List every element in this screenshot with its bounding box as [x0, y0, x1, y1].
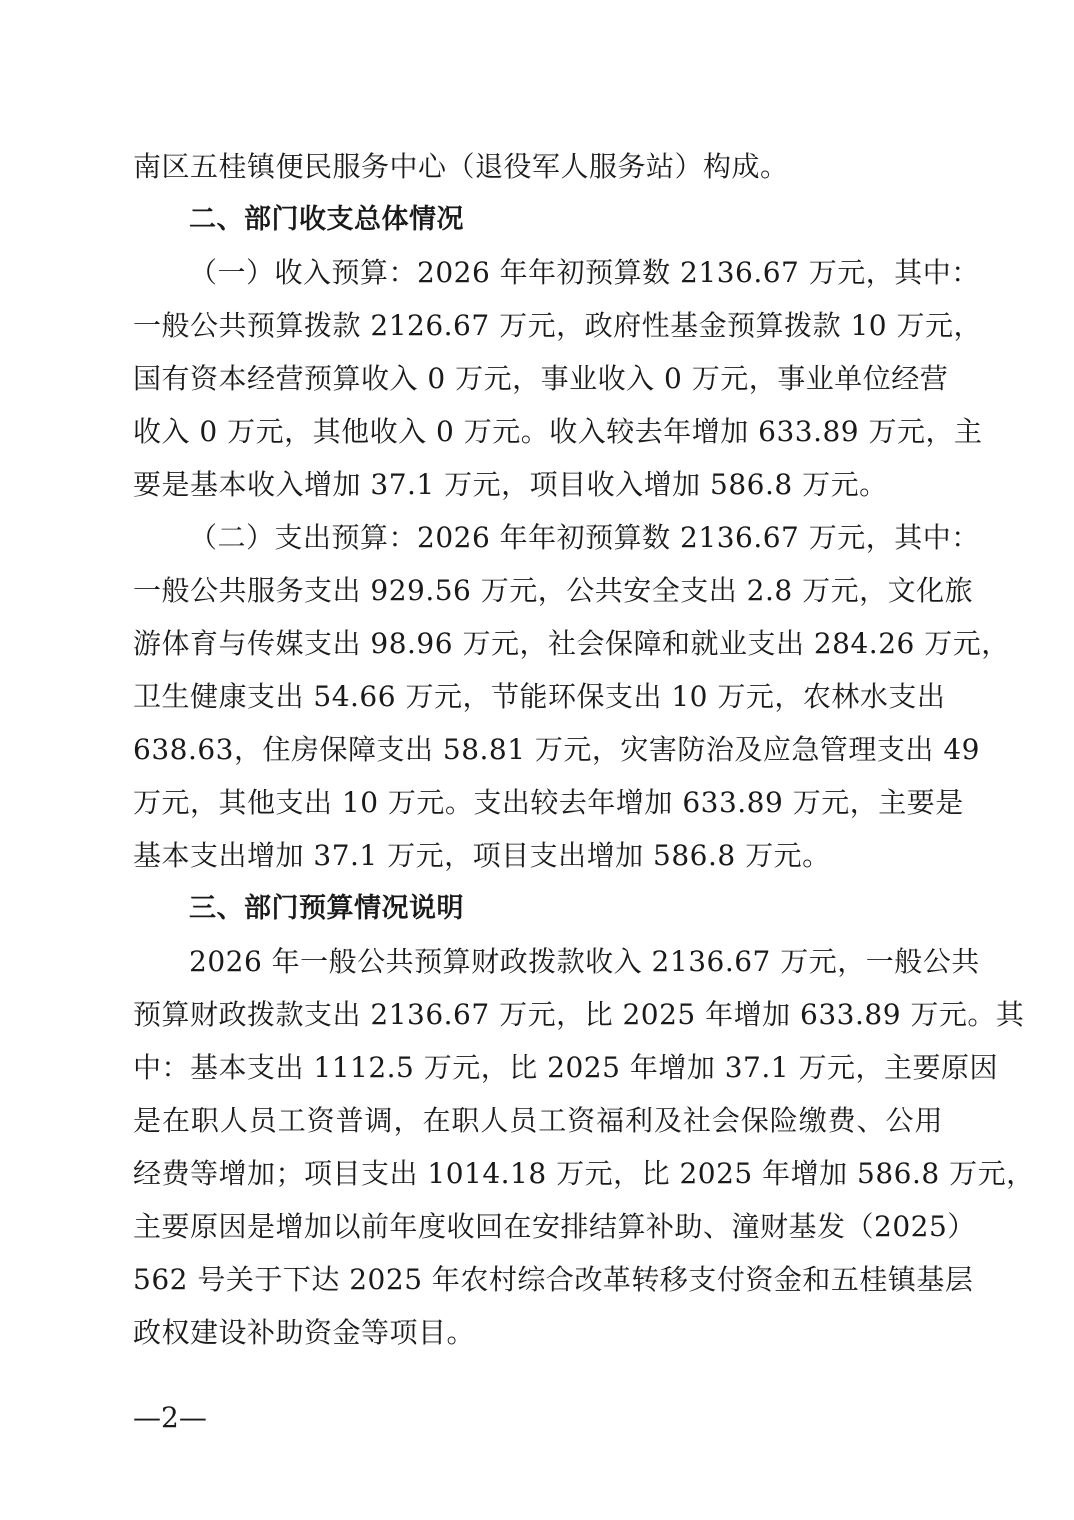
- text-line: 是在职人员工资普调，在职人员工资福利及社会保险缴费、公用: [133, 1104, 943, 1137]
- section-heading-overall: 二、部门收支总体情况: [189, 204, 464, 235]
- page-number: —2—: [133, 1401, 207, 1434]
- expense-budget-paragraph: [133, 511, 1010, 882]
- text-line: 南区五桂镇便民服务中心（退役军人服务站）构成。: [133, 150, 789, 183]
- text-line: 政权建设补助资金等项目。: [133, 1316, 476, 1349]
- text-line: （一）收入预算：2026 年年初预算数 2136.67 万元，其中：: [189, 256, 980, 289]
- text-line: 一般公共服务支出 929.56 万元，公共安全支出 2.8 万元，文化旅: [133, 574, 974, 607]
- text-line: 一般公共预算拨款 2126.67 万元，政府性基金预算拨款 10 万元，: [133, 309, 983, 342]
- text-line: 收入 0 万元，其他收入 0 万元。收入较去年增加 633.89 万元，主: [133, 415, 983, 448]
- intro-paragraph: [133, 140, 943, 193]
- text-line: 基本支出增加 37.1 万元，项目支出增加 586.8 万元。: [133, 839, 831, 872]
- section-heading-budget-explanation: 三、部门预算情况说明: [189, 893, 464, 924]
- text-line: 中：基本支出 1112.5 万元，比 2025 年增加 37.1 万元，主要原因: [133, 1051, 998, 1084]
- text-line: 游体育与传媒支出 98.96 万元，社会保障和就业支出 284.26 万元，: [133, 627, 1010, 660]
- text-line: 国有资本经营预算收入 0 万元，事业收入 0 万元，事业单位经营: [133, 362, 949, 395]
- text-line: 经费等增加；项目支出 1014.18 万元，比 2025 年增加 586.8 万元，: [133, 1157, 1035, 1190]
- text-line: 卫生健康支出 54.66 万元，节能环保支出 10 万元，农林水支出: [133, 680, 946, 713]
- text-line: （二）支出预算：2026 年年初预算数 2136.67 万元，其中：: [189, 521, 980, 554]
- text-line: 2026 年一般公共预算财政拨款收入 2136.67 万元，一般公共: [189, 945, 980, 978]
- text-line: 预算财政拨款支出 2136.67 万元，比 2025 年增加 633.89 万元。其: [133, 998, 1025, 1031]
- text-line: 562 号关于下达 2025 年农村综合改革转移支付资金和五桂镇基层: [133, 1263, 974, 1296]
- budget-explanation-paragraph: [133, 935, 1035, 1359]
- text-line: 主要原因是增加以前年度收回在安排结算补助、潼财基发（2025）: [133, 1210, 976, 1243]
- text-line: 要是基本收入增加 37.1 万元，项目收入增加 586.8 万元。: [133, 468, 888, 501]
- document-body: [133, 140, 1035, 1359]
- text-line: 万元，其他支出 10 万元。支出较去年增加 633.89 万元，主要是: [133, 786, 964, 819]
- text-line: 638.63，住房保障支出 58.81 万元，灾害防治及应急管理支出 49: [133, 733, 980, 766]
- income-budget-paragraph: [133, 246, 983, 511]
